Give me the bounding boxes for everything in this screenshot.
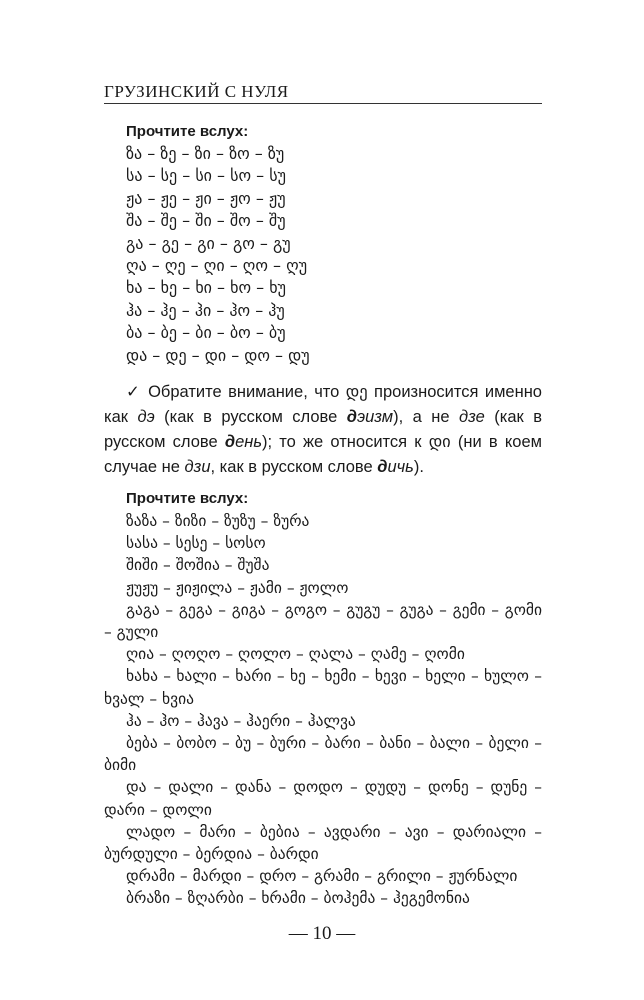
syllable-row: ღა – ღე – ღი – ღო – ღუ — [126, 256, 308, 276]
syllable-row: შა – შე – ში – შო – შუ — [126, 211, 286, 231]
word-row: ჟუჟუ – ჟიჟილა – ჟამი – ჟოლო — [126, 578, 349, 597]
syllable-row: ხა – ხე – ხი – ხო – ხუ — [126, 278, 286, 298]
syllable-list — [104, 143, 542, 367]
word-list — [104, 510, 542, 910]
header-rule — [104, 103, 542, 104]
word-row: ზაზა – ზიზი – ზუზუ – ზურა — [126, 512, 310, 530]
running-header: ГРУЗИНСКИЙ С НУЛЯ — [104, 82, 289, 101]
syllable-row: სა – სე – სი – სო – სუ — [126, 166, 286, 186]
word-row: ბება – ბობო – ბუ – ბური – ბარი – ბანი – ბალი – ბელი – ბიმი — [104, 734, 542, 775]
syllable-row: ბა – ბე – ბი – ბო – ბუ — [126, 323, 286, 343]
word-row: ღია – ღოღო – ღოლო – ღალა – ღამე – ღომი — [126, 645, 465, 664]
syllable-row: ჰა – ჰე – ჰი – ჰო – ჰუ — [126, 300, 285, 320]
exercise-title: Прочтите вслух: — [126, 490, 249, 507]
check-icon: ✓ — [126, 383, 142, 401]
word-row: სასა – სესე – სოსო — [126, 534, 266, 553]
syllable-row: ზა – ზე – ზი – ზო – ზუ — [126, 144, 285, 163]
syllable-row: და – დე – დი – დო – დუ — [126, 345, 310, 365]
word-row: შიში – შოშია – შუშა — [126, 556, 270, 575]
syllable-row: გა – გე – გი – გო – გუ — [126, 233, 291, 253]
word-row: ბრაზი – ზღარბი – ხრამი – ბოჰემა – ჰეგემონია — [126, 889, 470, 908]
word-row: დრამი – მარდი – დრო – გრამი – გრილი – ჟურნალი — [126, 867, 518, 886]
word-row: ჰა – ჰო – ჰავა – ჰაერი – ჰალვა — [126, 711, 356, 730]
exercise-syllables — [104, 121, 542, 367]
pronunciation-note: ✓ Обратите внимание, что დე произносится именно как дэ (как в русском слове дэизм), а не дзе (как в русском слове день); то же относится к დი (ни в коем случае не дзи, как в русском слове дичь). — [104, 383, 543, 476]
word-row: და – დალი – დანა – დოდო – დუდუ – დონე – დუნე – დარი – დოლი — [104, 778, 542, 819]
exercise-title: Прочтите вслух: — [126, 123, 249, 140]
exercise-words — [104, 488, 542, 910]
syllable-row: ჟა – ჟე – ჟი – ჟო – ჟუ — [126, 188, 286, 208]
word-row: ლადო – მარი – ბებია – ავდარი – ავი – დარიალი – ბურდული – ბერდია – ბარდი — [104, 822, 542, 864]
word-row: გაგა – გეგა – გიგა – გოგო – გუგუ – გუგა – გემი – გომი – გული — [104, 600, 542, 642]
page-number: — 10 — — [288, 923, 356, 944]
word-row: ხახა – ხალი – ხარი – ხე – ხემი – ხევი – ხელი – ხულო – ხვალ – ხვია — [104, 667, 542, 708]
